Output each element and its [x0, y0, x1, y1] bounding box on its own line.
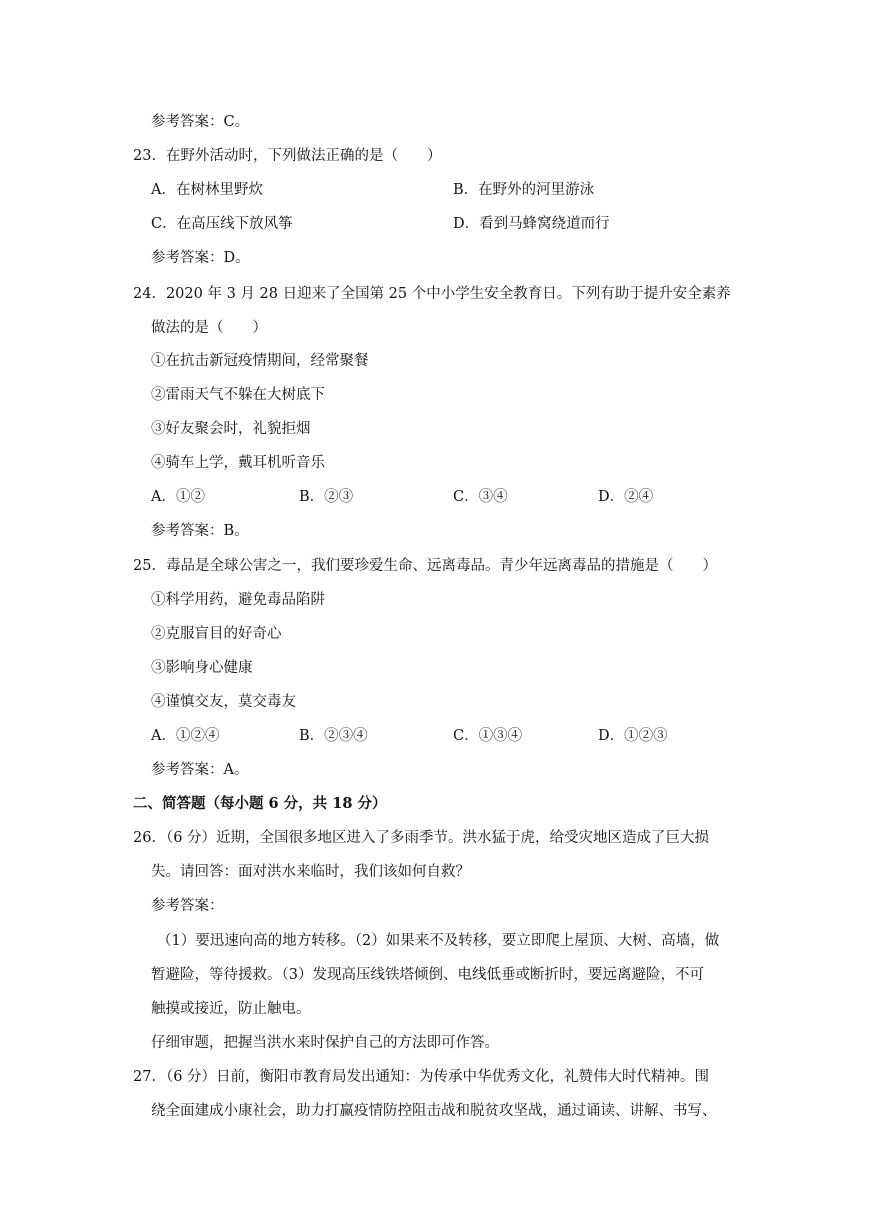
q25-item-4: ④谨慎交友，莫交毒友 [151, 694, 296, 710]
q26-analysis: 仔细审题，把握当洪水来时保护自己的方法即可作答。 [151, 1035, 499, 1051]
q24-item-3: ③好友聚会时，礼貌拒烟 [151, 421, 311, 437]
q25-stem: 25．毒品是全球公害之一，我们要珍爱生命、远离毒品。青少年远离毒品的措施是（ ） [133, 558, 717, 574]
q23-stem: 23．在野外活动时，下列做法正确的是（ ） [133, 148, 442, 164]
q24-option-a: A．①② [151, 489, 205, 505]
q22-answer: 参考答案：C。 [151, 114, 250, 130]
q24-option-c: C．③④ [453, 489, 508, 505]
q24-stem-line2: 做法的是（ ） [151, 320, 267, 336]
q25-option-a: A．①②④ [151, 728, 220, 744]
q27-stem-line2: 绕全面建成小康社会，助力打赢疫情防控阻击战和脱贫攻坚战，通过诵读、讲解、书写、 [151, 1103, 717, 1119]
q25-item-3: ③影响身心健康 [151, 660, 253, 676]
q25-item-1: ①科学用药，避免毒品陷阱 [151, 592, 325, 608]
q25-item-2: ②克服盲目的好奇心 [151, 626, 282, 642]
q25-answer: 参考答案：A。 [151, 762, 249, 778]
q24-item-4: ④骑车上学，戴耳机听音乐 [151, 455, 325, 471]
q26-stem-line1: 26．（6 分）近期，全国很多地区进入了多雨季节。洪水猛于虎，给受灾地区造成了巨大损 [133, 830, 710, 846]
q27-stem-line1: 27．（6 分）日前，衡阳市教育局发出通知：为传承中华优秀文化，礼赞伟大时代精神。围 [133, 1069, 710, 1085]
q23-option-d: D．看到马蜂窝绕道而行 [453, 216, 610, 232]
q23-option-a: A．在树林里野炊 [151, 182, 263, 198]
q25-option-d: D．①②③ [598, 728, 668, 744]
q24-answer: 参考答案：B。 [151, 523, 249, 539]
q26-answer-line2: 暂避险，等待援救。（3）发现高压线铁塔倾倒、电线低垂或断折时，要远离避险，不可 [151, 967, 704, 983]
q26-answer-line1: （1）要迅速向高的地方转移。（2）如果来不及转移，要立即爬上屋顶、大树、高墙，做 [157, 933, 720, 949]
q26-stem-line2: 失。请回答：面对洪水来临时，我们该如何自救？ [151, 864, 470, 880]
q23-answer: 参考答案：D。 [151, 250, 250, 266]
q25-option-b: B．②③④ [299, 728, 368, 744]
q26-answer-label: 参考答案： [151, 898, 224, 914]
q24-option-d: D．②④ [598, 489, 654, 505]
q25-option-c: C．①③④ [453, 728, 523, 744]
q24-option-b: B．②③ [299, 489, 354, 505]
q24-item-1: ①在抗击新冠疫情期间，经常聚餐 [151, 353, 369, 369]
section-2-heading: 二、简答题（每小题 6 分，共 18 分） [133, 795, 387, 812]
q26-answer-line3: 触摸或接近，防止触电。 [151, 1001, 311, 1017]
q23-option-b: B．在野外的河里游泳 [453, 182, 595, 198]
q24-stem-line1: 24．2020 年 3 月 28 日迎来了全国第 25 个中小学生安全教育日。下列有助于提升安全素养 [133, 286, 731, 302]
q23-option-c: C．在高压线下放风筝 [151, 216, 293, 232]
q24-item-2: ②雷雨天气不躲在大树底下 [151, 387, 325, 403]
